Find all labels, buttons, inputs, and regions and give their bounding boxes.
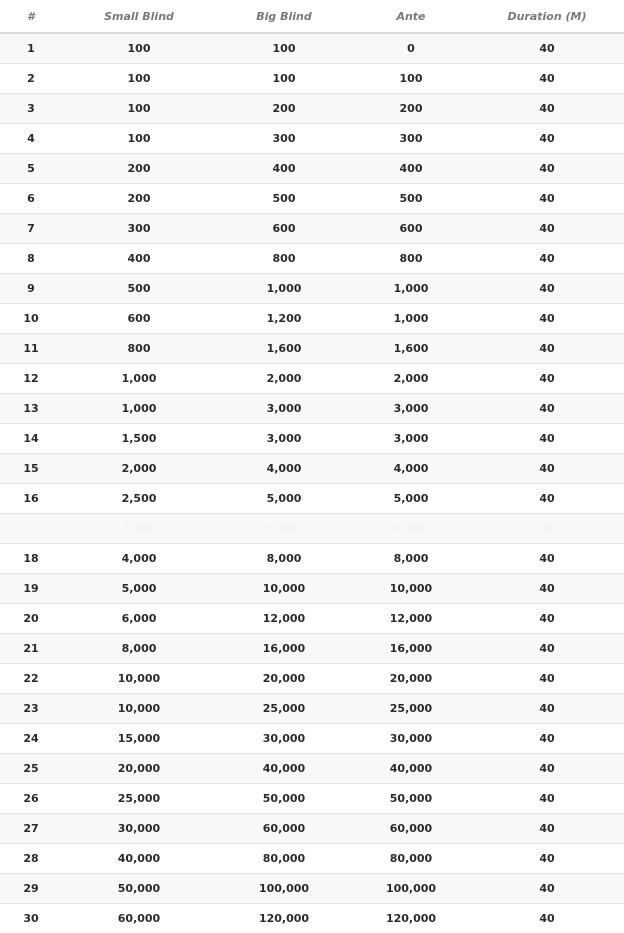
cell-level: 8 (0, 244, 62, 274)
cell-ante: 5,000 (352, 484, 470, 514)
table-row (0, 154, 624, 184)
cell-big-blind: 200 (216, 94, 352, 124)
cell-big-blind: 12,000 (216, 604, 352, 634)
cell-small-blind: 6,000 (62, 604, 216, 634)
cell-ante: 300 (352, 124, 470, 154)
cell-duration: 40 (470, 124, 624, 154)
cell-duration: 40 (470, 33, 624, 64)
table-row (0, 514, 624, 544)
cell-ante: 3,000 (352, 394, 470, 424)
table-row (0, 214, 624, 244)
cell-ante: 40,000 (352, 754, 470, 784)
cell-big-blind: 1,000 (216, 274, 352, 304)
cell-big-blind: 100 (216, 64, 352, 94)
cell-level: 7 (0, 214, 62, 244)
cell-level: 19 (0, 574, 62, 604)
cell-small-blind: 3,000 (62, 514, 216, 544)
cell-ante: 30,000 (352, 724, 470, 754)
cell-level: 6 (0, 184, 62, 214)
cell-ante: 200 (352, 94, 470, 124)
cell-small-blind: 15,000 (62, 724, 216, 754)
cell-big-blind: 600 (216, 214, 352, 244)
table-row (0, 394, 624, 424)
cell-ante: 60,000 (352, 814, 470, 844)
table-row (0, 334, 624, 364)
cell-big-blind: 400 (216, 154, 352, 184)
header-duration: Duration (M) (470, 0, 624, 33)
cell-small-blind: 1,500 (62, 424, 216, 454)
cell-ante: 8,000 (352, 544, 470, 574)
cell-level: 11 (0, 334, 62, 364)
cell-level: 18 (0, 544, 62, 574)
cell-ante: 1,600 (352, 334, 470, 364)
cell-ante: 800 (352, 244, 470, 274)
cell-small-blind: 20,000 (62, 754, 216, 784)
cell-level: 30 (0, 904, 62, 933)
cell-duration: 40 (470, 94, 624, 124)
cell-small-blind: 40,000 (62, 844, 216, 874)
cell-duration: 40 (470, 754, 624, 784)
cell-small-blind: 100 (62, 94, 216, 124)
cell-duration: 40 (470, 64, 624, 94)
cell-level: 10 (0, 304, 62, 334)
cell-level: 1 (0, 33, 62, 64)
cell-ante: 3,000 (352, 424, 470, 454)
table-row (0, 424, 624, 454)
table-row (0, 94, 624, 124)
cell-level: 9 (0, 274, 62, 304)
cell-small-blind: 30,000 (62, 814, 216, 844)
cell-ante: 400 (352, 154, 470, 184)
table-row (0, 634, 624, 664)
cell-level: 16 (0, 484, 62, 514)
table-row (0, 274, 624, 304)
cell-big-blind: 100,000 (216, 874, 352, 904)
header-small-blind: Small Blind (62, 0, 216, 33)
cell-duration: 40 (470, 664, 624, 694)
cell-level: 22 (0, 664, 62, 694)
header-level: # (0, 0, 62, 33)
cell-duration: 40 (470, 454, 624, 484)
cell-duration: 40 (470, 814, 624, 844)
cell-big-blind: 3,000 (216, 394, 352, 424)
table-row (0, 904, 624, 933)
cell-ante: 1,000 (352, 304, 470, 334)
cell-small-blind: 2,500 (62, 484, 216, 514)
cell-level: 24 (0, 724, 62, 754)
table-row (0, 124, 624, 154)
cell-duration: 40 (470, 484, 624, 514)
cell-level: 25 (0, 754, 62, 784)
cell-ante: 6,000 (352, 514, 470, 544)
cell-big-blind: 4,000 (216, 454, 352, 484)
cell-big-blind: 10,000 (216, 574, 352, 604)
table-row (0, 484, 624, 514)
cell-small-blind: 100 (62, 64, 216, 94)
cell-small-blind: 800 (62, 334, 216, 364)
table-row (0, 454, 624, 484)
table-header (0, 0, 624, 33)
cell-duration: 40 (470, 844, 624, 874)
cell-level: 4 (0, 124, 62, 154)
cell-duration: 40 (470, 184, 624, 214)
cell-small-blind: 300 (62, 214, 216, 244)
cell-duration: 40 (470, 634, 624, 664)
cell-duration: 40 (470, 694, 624, 724)
table-row (0, 33, 624, 64)
cell-small-blind: 10,000 (62, 694, 216, 724)
cell-small-blind: 200 (62, 184, 216, 214)
table-row (0, 604, 624, 634)
cell-ante: 12,000 (352, 604, 470, 634)
table-row (0, 364, 624, 394)
cell-duration: 40 (470, 424, 624, 454)
cell-level: 21 (0, 634, 62, 664)
cell-ante: 10,000 (352, 574, 470, 604)
cell-big-blind: 300 (216, 124, 352, 154)
cell-small-blind: 100 (62, 124, 216, 154)
cell-duration: 40 (470, 574, 624, 604)
cell-duration: 40 (470, 364, 624, 394)
cell-big-blind: 500 (216, 184, 352, 214)
cell-small-blind: 60,000 (62, 904, 216, 933)
cell-small-blind: 25,000 (62, 784, 216, 814)
cell-big-blind: 800 (216, 244, 352, 274)
cell-ante: 20,000 (352, 664, 470, 694)
cell-big-blind: 25,000 (216, 694, 352, 724)
cell-duration: 40 (470, 514, 624, 544)
cell-ante: 2,000 (352, 364, 470, 394)
cell-big-blind: 40,000 (216, 754, 352, 784)
cell-big-blind: 3,000 (216, 424, 352, 454)
cell-duration: 40 (470, 394, 624, 424)
cell-ante: 25,000 (352, 694, 470, 724)
cell-small-blind: 4,000 (62, 544, 216, 574)
cell-duration: 40 (470, 784, 624, 814)
cell-small-blind: 10,000 (62, 664, 216, 694)
cell-level: 28 (0, 844, 62, 874)
cell-ante: 16,000 (352, 634, 470, 664)
cell-level: 20 (0, 604, 62, 634)
table-row (0, 724, 624, 754)
cell-duration: 40 (470, 904, 624, 933)
table-row (0, 664, 624, 694)
cell-level: 14 (0, 424, 62, 454)
table-row (0, 874, 624, 904)
cell-big-blind: 80,000 (216, 844, 352, 874)
cell-small-blind: 50,000 (62, 874, 216, 904)
cell-big-blind: 6,000 (216, 514, 352, 544)
cell-ante: 500 (352, 184, 470, 214)
cell-small-blind: 500 (62, 274, 216, 304)
cell-duration: 40 (470, 244, 624, 274)
cell-ante: 100 (352, 64, 470, 94)
cell-small-blind: 8,000 (62, 634, 216, 664)
cell-small-blind: 200 (62, 154, 216, 184)
cell-level: 27 (0, 814, 62, 844)
cell-level: 23 (0, 694, 62, 724)
cell-small-blind: 600 (62, 304, 216, 334)
cell-big-blind: 30,000 (216, 724, 352, 754)
cell-big-blind: 16,000 (216, 634, 352, 664)
cell-ante: 4,000 (352, 454, 470, 484)
cell-level: 2 (0, 64, 62, 94)
cell-duration: 40 (470, 274, 624, 304)
table-row (0, 784, 624, 814)
cell-ante: 80,000 (352, 844, 470, 874)
cell-small-blind: 100 (62, 33, 216, 64)
cell-big-blind: 50,000 (216, 784, 352, 814)
cell-small-blind: 2,000 (62, 454, 216, 484)
cell-level: 13 (0, 394, 62, 424)
cell-level: 12 (0, 364, 62, 394)
cell-level: 26 (0, 784, 62, 814)
cell-big-blind: 1,200 (216, 304, 352, 334)
cell-level: 29 (0, 874, 62, 904)
table-row (0, 574, 624, 604)
cell-level: 15 (0, 454, 62, 484)
cell-big-blind: 60,000 (216, 814, 352, 844)
cell-ante: 120,000 (352, 904, 470, 933)
cell-ante: 50,000 (352, 784, 470, 814)
cell-small-blind: 1,000 (62, 394, 216, 424)
table-row (0, 244, 624, 274)
cell-small-blind: 400 (62, 244, 216, 274)
cell-duration: 40 (470, 544, 624, 574)
header-big-blind: Big Blind (216, 0, 352, 33)
table-row (0, 754, 624, 784)
cell-ante: 100,000 (352, 874, 470, 904)
cell-ante: 600 (352, 214, 470, 244)
cell-big-blind: 8,000 (216, 544, 352, 574)
cell-ante: 1,000 (352, 274, 470, 304)
cell-duration: 40 (470, 154, 624, 184)
cell-big-blind: 2,000 (216, 364, 352, 394)
cell-big-blind: 1,600 (216, 334, 352, 364)
cell-duration: 40 (470, 334, 624, 364)
cell-big-blind: 20,000 (216, 664, 352, 694)
table-body (0, 33, 624, 933)
table-row (0, 844, 624, 874)
table-row (0, 544, 624, 574)
cell-duration: 40 (470, 304, 624, 334)
cell-level: 17 (0, 514, 62, 544)
table-row (0, 184, 624, 214)
table-row (0, 64, 624, 94)
cell-small-blind: 1,000 (62, 364, 216, 394)
cell-level: 3 (0, 94, 62, 124)
header-row (0, 0, 624, 33)
cell-ante: 0 (352, 33, 470, 64)
cell-duration: 40 (470, 724, 624, 754)
table-row (0, 814, 624, 844)
table-row (0, 304, 624, 334)
cell-big-blind: 100 (216, 33, 352, 64)
cell-duration: 40 (470, 214, 624, 244)
cell-duration: 40 (470, 874, 624, 904)
table-row (0, 694, 624, 724)
header-ante: Ante (352, 0, 470, 33)
cell-big-blind: 5,000 (216, 484, 352, 514)
cell-duration: 40 (470, 604, 624, 634)
cell-big-blind: 120,000 (216, 904, 352, 933)
cell-level: 5 (0, 154, 62, 184)
cell-small-blind: 5,000 (62, 574, 216, 604)
